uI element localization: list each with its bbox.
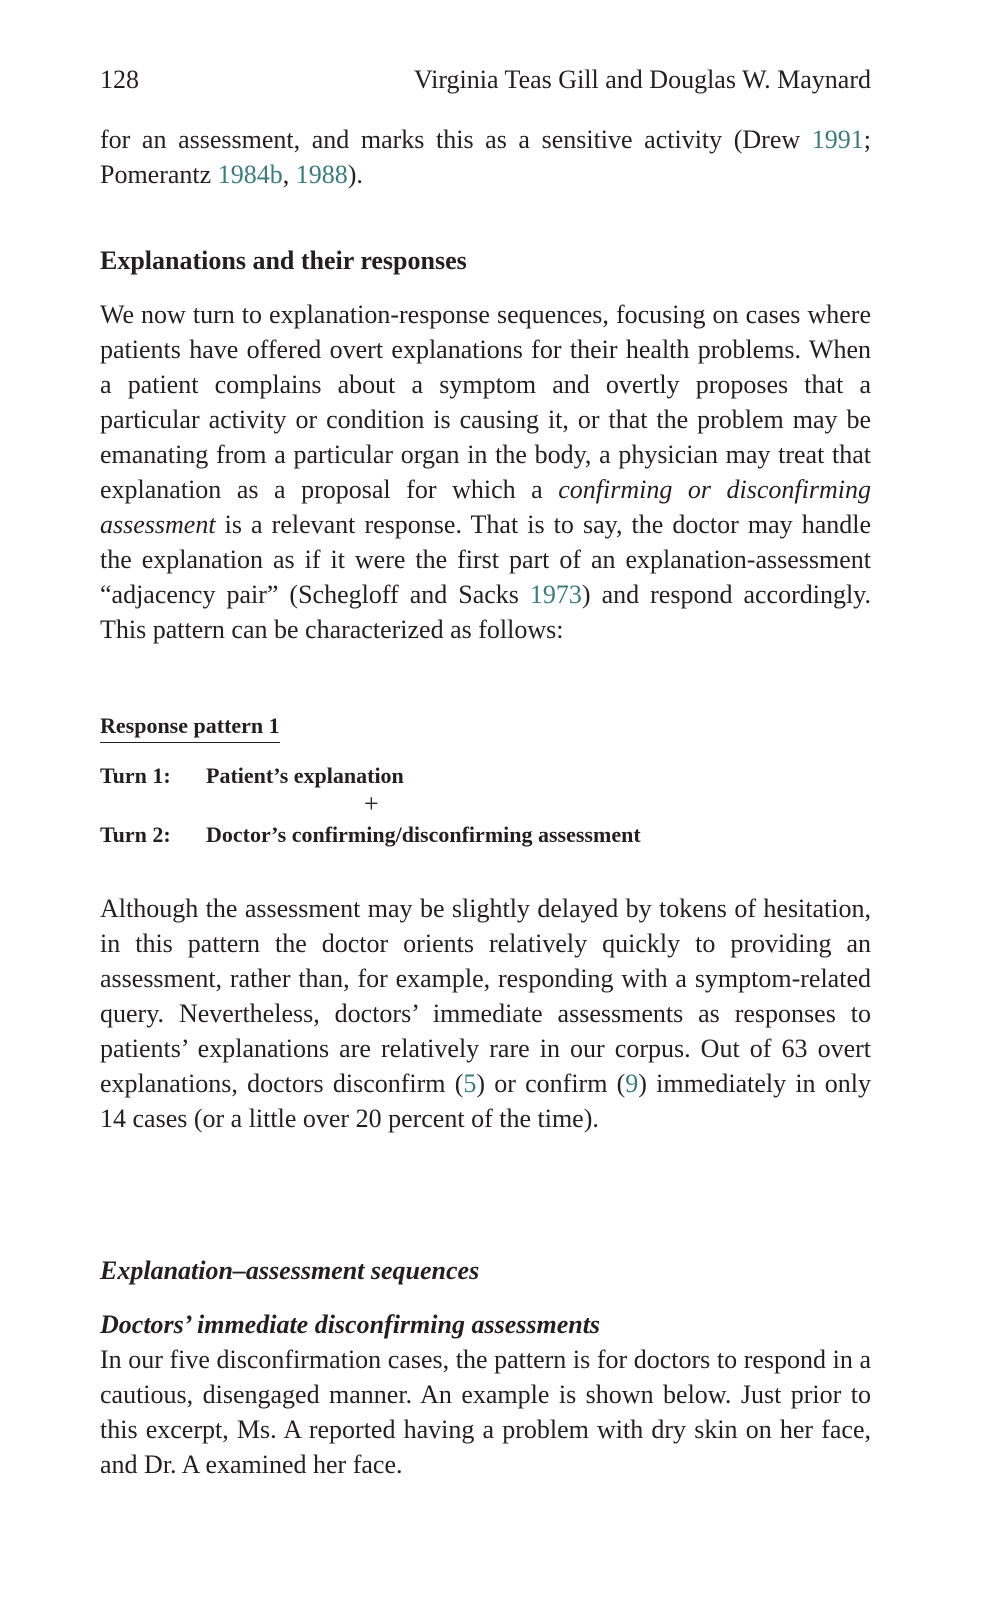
- citation-link[interactable]: 1984b: [217, 160, 283, 189]
- emphasis-text: confirming or disconfirming assessment: [100, 475, 871, 539]
- citation-link[interactable]: 9: [625, 1069, 639, 1098]
- text-run: ) or confirm (: [476, 1069, 626, 1098]
- plus-sign: +: [364, 789, 379, 818]
- text-run: ).: [347, 160, 363, 189]
- section-heading: Explanations and their responses: [100, 246, 467, 275]
- subsection-heading: Explanation–assessment sequences: [100, 1256, 480, 1285]
- running-head-authors: Virginia Teas Gill and Douglas W. Maynard: [413, 65, 871, 94]
- turn-2-label: Turn 2:: [100, 822, 171, 847]
- subsubsection-heading: Doctors’ immediate disconfirming assessments: [100, 1310, 601, 1339]
- paragraph-disconfirmation: In our five disconfirmation cases, the pattern is for doctors to respond in a cautious, disengaged manner. An example is shown below. Just prior to this excerpt, Ms. A reported having a problem with dry skin on her face, and Dr. A examined her face.: [100, 1345, 871, 1479]
- text-run: Although the assessment may be slightly delayed by tokens of hesitation, in this pattern the doctor orients relatively quickly to providing an assessment, rather than, for example, responding with a symptom-related query. Nevertheless, doctors’ immediate assessments as responses to patients’ explanations are relatively rare in our corpus. Out of 63 overt explanations, doctors disconfirm (: [100, 894, 871, 1098]
- text-run: We now turn to explanation-response sequences, focusing on cases where patients have offered overt explanations for their health problems. When a patient complains about a symptom and overtly proposes that a particular activity or condition is causing it, or that the problem may be emanating from a particular organ in the body, a physician may treat that explanation as a proposal for which a: [100, 300, 871, 504]
- turn-1-label: Turn 1:: [100, 763, 171, 788]
- citation-link[interactable]: 1991: [811, 125, 864, 154]
- page-number: 128: [100, 65, 139, 94]
- running-head: [100, 62, 871, 98]
- text-run: ; Pomerantz: [100, 125, 871, 189]
- turn-2-text: Doctor’s confirming/disconfirming assessment: [206, 822, 641, 847]
- text-run: ) immediately in only 14 cases (or a little over 20 percent of the time).: [100, 1069, 871, 1133]
- turn-1-row: [100, 761, 404, 791]
- text-run: ,: [282, 160, 296, 189]
- text-run: is a relevant response. That is to say, the doctor may handle the explanation as if it were the first part of an explanation-assessment “adjacency pair” (Schegloff and Sacks: [100, 510, 871, 609]
- citation-link[interactable]: 5: [463, 1069, 477, 1098]
- paragraph-assessment: [100, 891, 871, 1136]
- text-run: ) and respond accordingly. This pattern can be characterized as follows:: [100, 580, 871, 644]
- citation-link[interactable]: 1988: [295, 160, 348, 189]
- turn-1-text: Patient’s explanation: [206, 763, 404, 788]
- response-pattern-title: Response pattern 1: [100, 711, 280, 743]
- turn-2-row: [100, 820, 641, 850]
- paragraph-continuation: [100, 122, 871, 192]
- citation-link[interactable]: 1973: [529, 580, 582, 609]
- text-run: for an assessment, and marks this as a sensitive activity (Drew: [100, 125, 812, 154]
- paragraph-explanations: [100, 297, 871, 647]
